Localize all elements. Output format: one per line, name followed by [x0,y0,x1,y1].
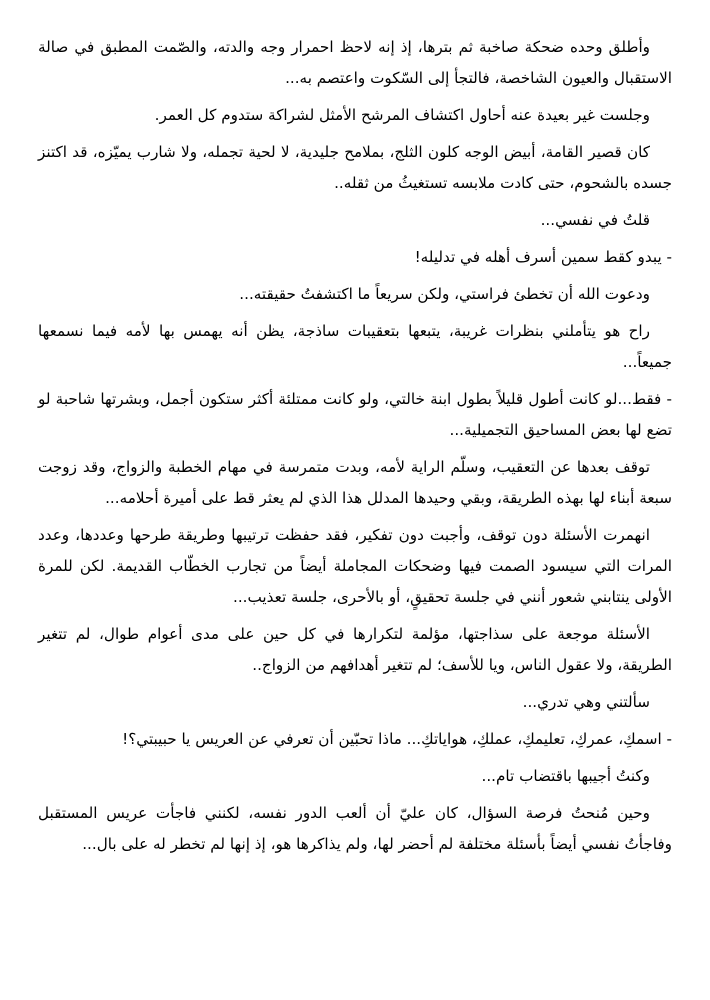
paragraph: الأسئلة موجعة على سذاجتها، مؤلمة لتكرارها في كل حين على مدى أعوام طوال، لم تتغير الطريقة، ولا عقول الناس، ويا للأسف؛ لم تتغير أهدافهم من الزواج.. [38,625,672,674]
paragraph: راح هو يتأملني بنظرات غريبة، يتبعها بتعقيبات ساذجة، يظن أنه يهمس بها لأمه فيما نسمعها جميعاً... [38,322,672,371]
paragraph: سألتني وهي تدري... [522,693,650,711]
paragraph: قلتُ في نفسي... [540,211,650,229]
paragraph: توقف بعدها عن التعقيب، وسلّم الراية لأمه، وبدت متمرسة في مهام الخطبة والزواج، وقد زوجت سبعة أبناء لها بهذه الطريقة، وبقي وحيدها المدلل هذا الذي لم يعثر قط على أميرة أحلامه... [38,458,672,507]
document-page [38,32,672,982]
dialogue-line: - فقط...لو كانت أطول قليلاً بطول ابنة خالتي، ولو كانت ممتلئة أكثر ستكون أجمل، وبشرتها شاحبة لو تضع لها بعض المساحيق التجميلية... [38,390,672,439]
paragraph: ودعوت الله أن تخطئ فراستي، ولكن سريعاً ما اكتشفتُ حقيقته... [239,285,650,303]
paragraph: وجلست غير بعيدة عنه أحاول اكتشاف المرشح الأمثل لشراكة ستدوم كل العمر. [154,106,650,124]
paragraph: وحين مُنحتُ فرصة السؤال، كان عليّ أن ألعب الدور نفسه، لكنني فاجأت عريس المستقبل وفاجأتُ نفسي أيضاً بأسئلة مختلفة لم أحضر لها، ولم يذاكرها هو، إذ إنها لم تخطر له على بال... [38,804,672,853]
paragraph: وكنتُ أجيبها باقتضاب تام... [481,767,650,785]
dialogue-line: - يبدو كقط سمين أسرف أهله في تدليله! [414,248,672,266]
paragraph: انهمرت الأسئلة دون توقف، وأجبت دون تفكير، فقد حفظت ترتيبها وطريقة طرحها وعددها، وعدد المرات التي سيسود الصمت فيها وضحكات المجاملة أيضاً من تجارب الخطّاب القديمة. لكن للمرة الأولى ينتابني شعور أنني في جلسة تحقيقٍ، أو بالأحرى، جلسة تعذيب... [38,526,672,606]
paragraph: كان قصير القامة، أبيض الوجه كلون الثلج، بملامح جليدية، لا لحية تجمله، ولا شارب يميّزه، قد اكتنز جسده بالشحوم، حتى كادت ملابسه تستغيثُ من ثقله.. [38,143,672,192]
dialogue-line: - اسمكِ، عمركِ، تعليمكِ، عملكِ، هواياتكِ... ماذا تحبّين أن تعرفي عن العريس يا حبيبتي؟! [122,730,672,748]
paragraph: وأطلق وحده ضحكة صاخبة ثم بترها، إذ إنه لاحظ احمرار وجه والدته، والصّمت المطبق في صالة الاستقبال والعيون الشاخصة، فالتجأ إلى السّكوت واعتصم به... [38,38,672,87]
